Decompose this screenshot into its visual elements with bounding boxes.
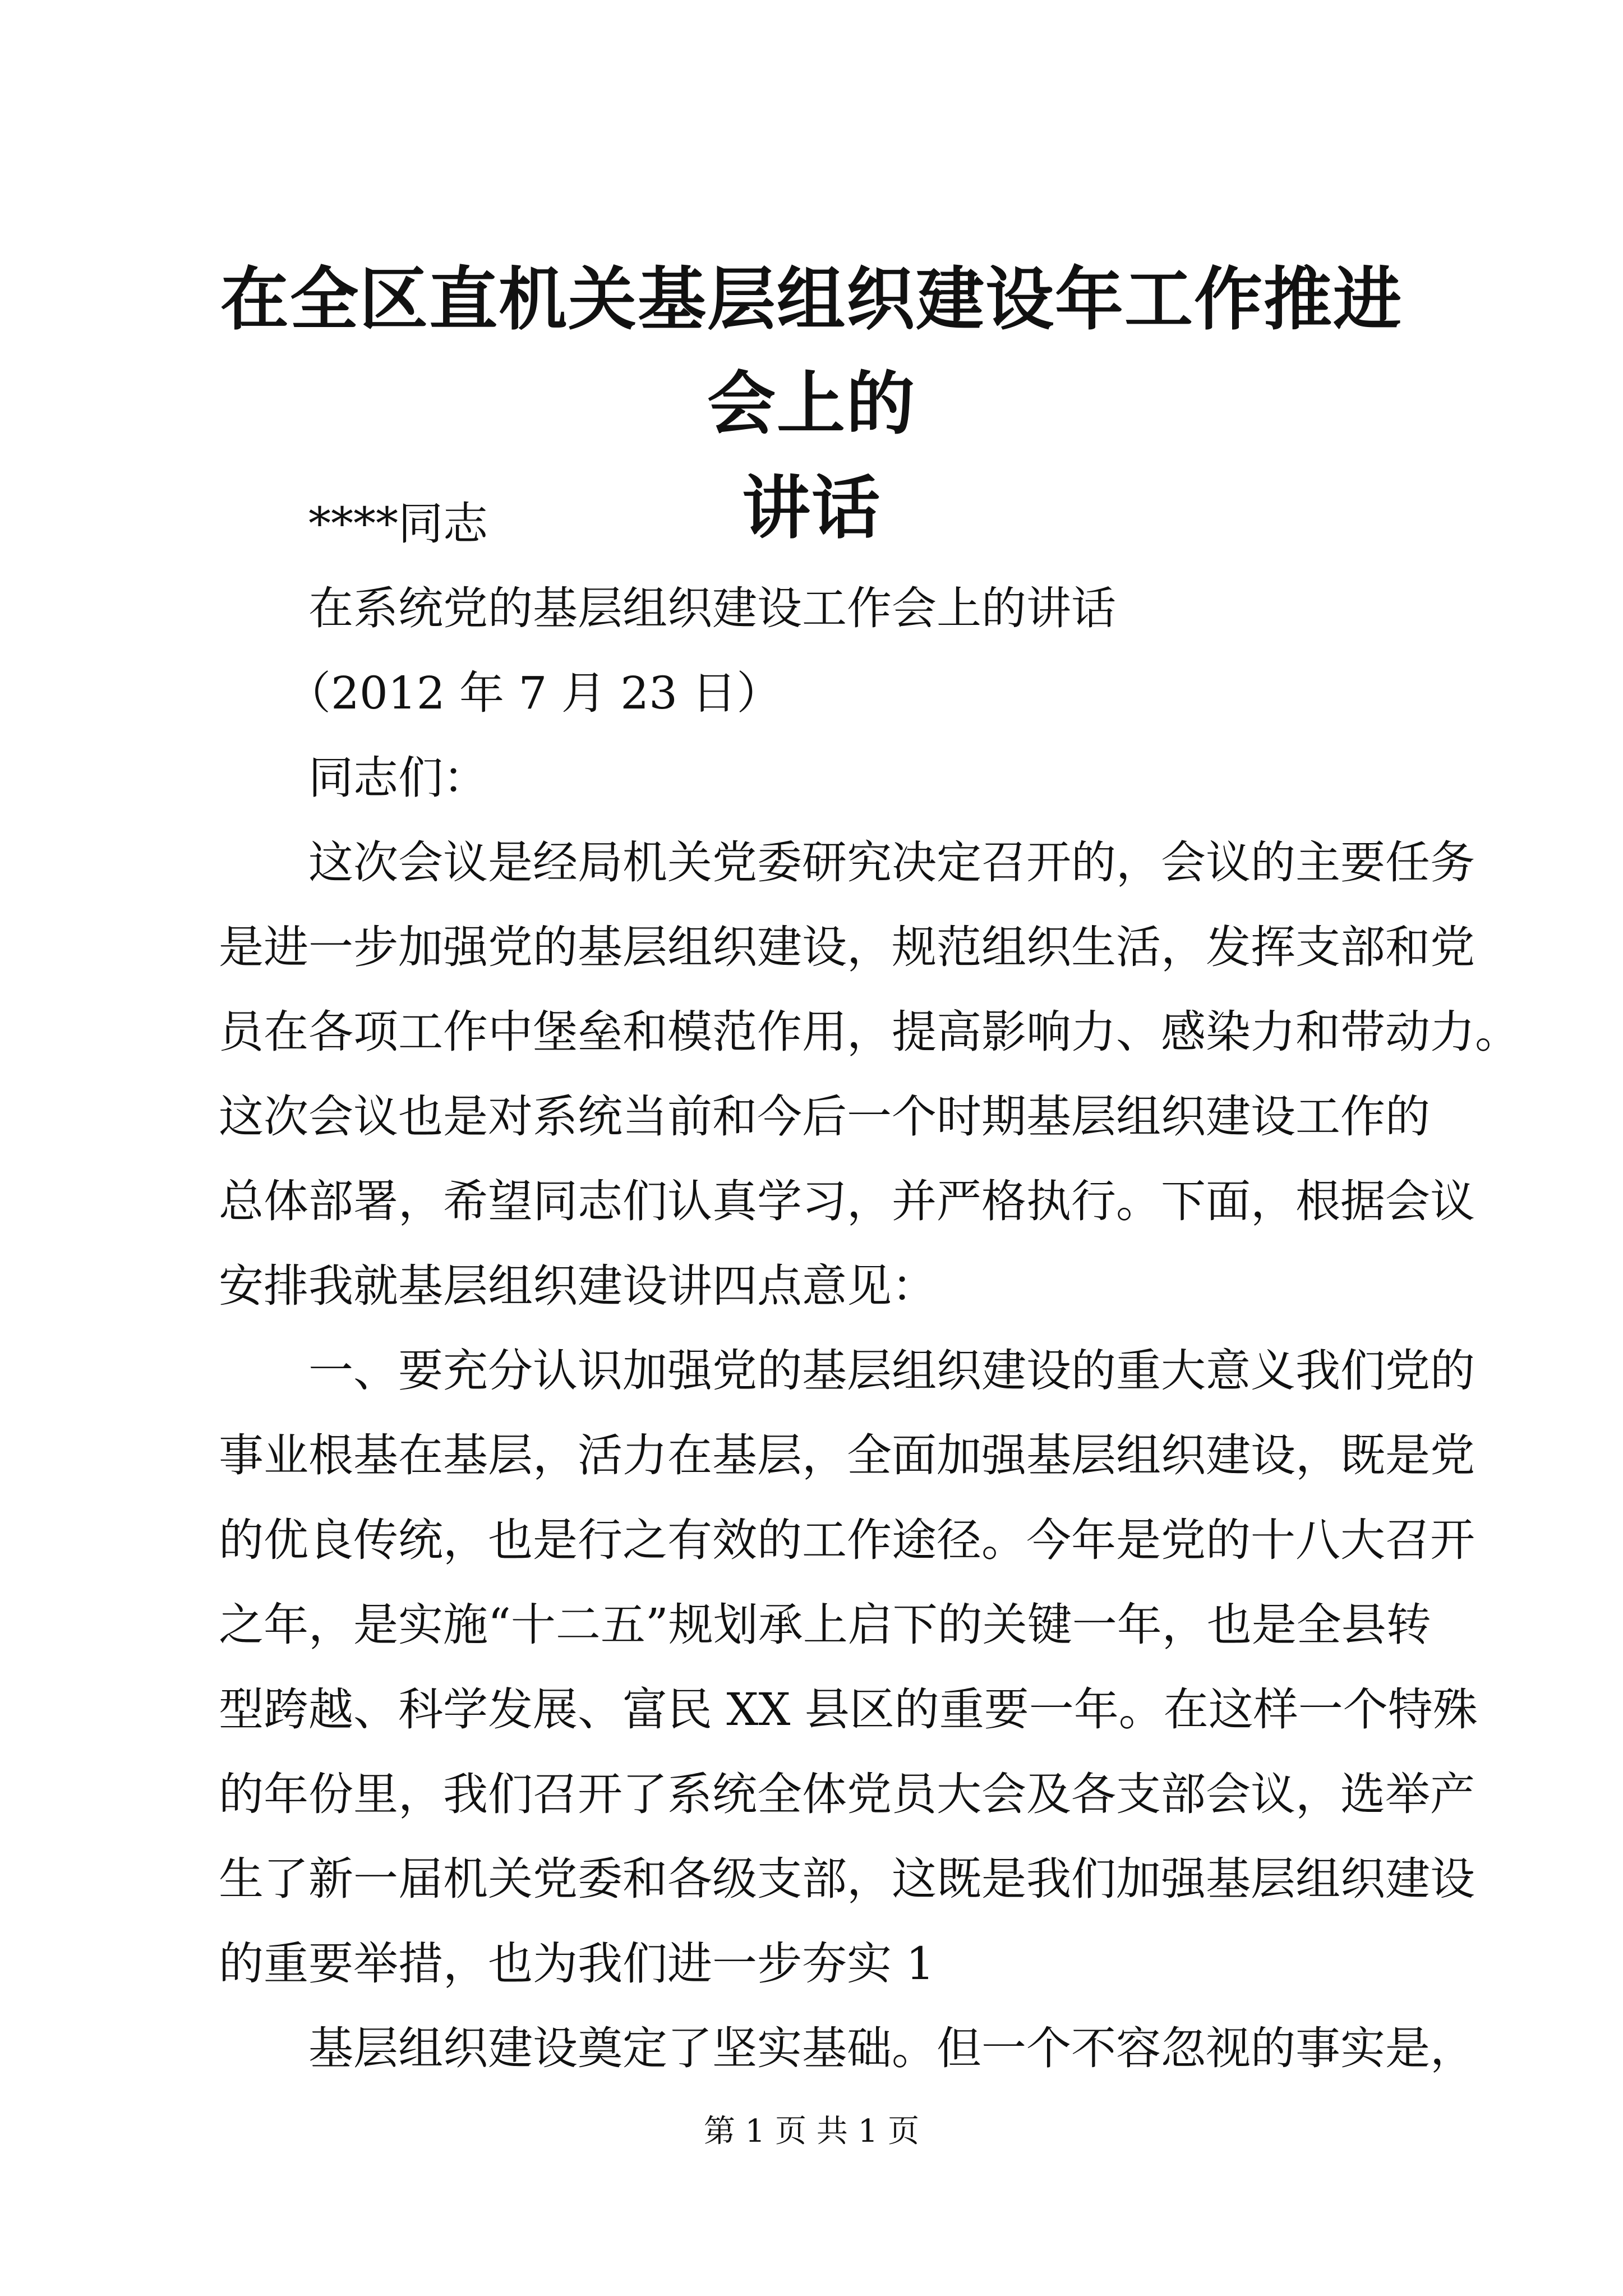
paragraph-2-line-4: 之年，是实施“十二五”规划承上启下的关键一年，也是全县转 — [219, 1599, 1431, 1651]
paragraph-1-line-3: 员在各项工作中堡垒和模范作用，提高影响力、感染力和带动力。 — [219, 1006, 1520, 1058]
salutation: 同志们： — [308, 752, 488, 804]
speaker-line: ****同志 — [308, 498, 488, 550]
paragraph-3-line-1: 基层组织建设奠定了坚实基础。但一个不容忽视的事实是， — [308, 2022, 1475, 2074]
paragraph-2-line-2: 事业根基在基层，活力在基层，全面加强基层组织建设，既是党 — [219, 1429, 1475, 1481]
paragraph-2-line-7: 生了新一届机关党委和各级支部，这既是我们加强基层组织建设 — [219, 1853, 1475, 1905]
speech-subtitle: 在系统党的基层组织建设工作会上的讲话 — [308, 582, 1116, 634]
page-footer: 第 1 页 共 1 页 — [703, 2113, 920, 2150]
paragraph-2-line-5: 型跨越、科学发展、富民 XX 县区的重要一年。在这样一个特殊 — [219, 1683, 1478, 1736]
paragraph-2-line-6: 的年份里，我们召开了系统全体党员大会及各支部会议，选举产 — [219, 1768, 1475, 1820]
paragraph-1-line-2: 是进一步加强党的基层组织建设，规范组织生活，发挥支部和党 — [219, 921, 1475, 973]
document-body — [219, 481, 1520, 2091]
title-line-1: 在全区直机关基层组织建设年工作推进会上的 — [220, 259, 1403, 444]
title-line-2: 讲话 — [742, 467, 881, 548]
paragraph-1-line-4: 这次会议也是对系统当前和今后一个时期基层组织建设工作的 — [219, 1091, 1430, 1143]
paragraph-1-line-5: 总体部署，希望同志们认真学习，并严格执行。下面，根据会议 — [219, 1175, 1475, 1227]
paragraph-2-line-8: 的重要举措，也为我们进一步夯实 1 — [219, 1938, 935, 1990]
paragraph-1-line-6: 安排我就基层组织建设讲四点意见： — [219, 1260, 937, 1312]
speech-date: （2012 年 7 月 23 日） — [286, 667, 782, 719]
paragraph-1-line-1: 这次会议是经局机关党委研究决定召开的，会议的主要任务 — [308, 836, 1475, 889]
paragraph-2-line-1: 一、要充分认识加强党的基层组织建设的重大意义我们党的 — [308, 1345, 1475, 1397]
paragraph-2-line-3: 的优良传统，也是行之有效的工作途径。今年是党的十八大召开 — [219, 1514, 1475, 1566]
